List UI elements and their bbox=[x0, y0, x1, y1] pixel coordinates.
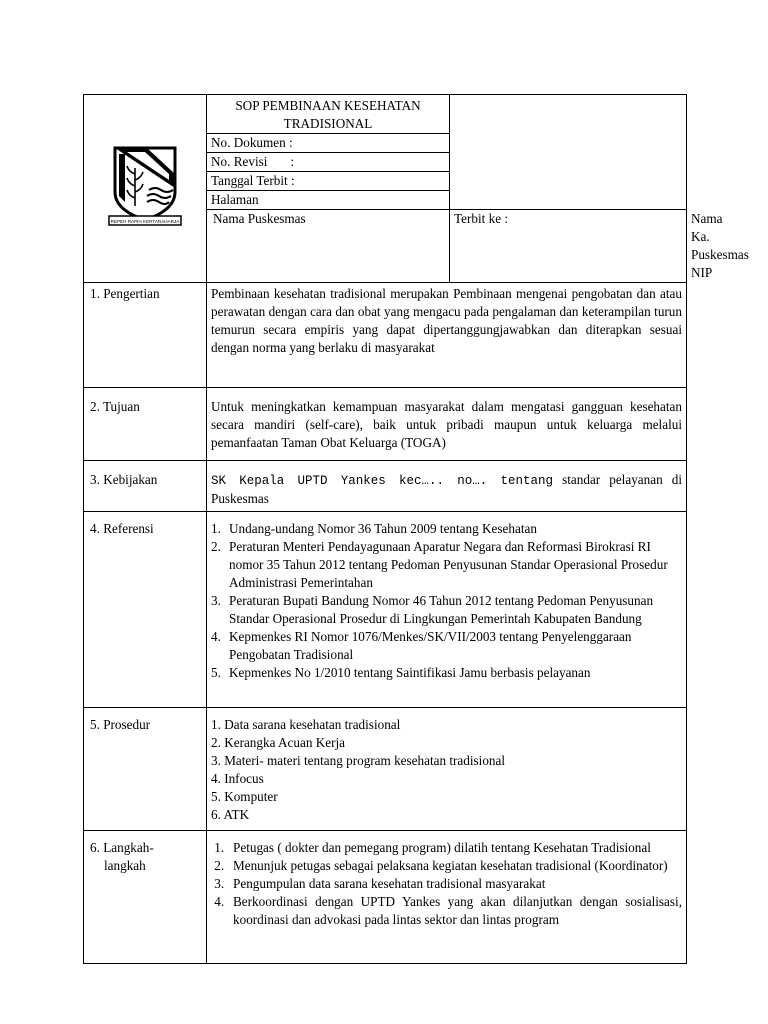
referensi-list bbox=[211, 520, 682, 682]
pengertian-text: Pembinaan kesehatan tradisional merupakan Pembinaan mengenai pengobatan dan atau perawatan dengan cara dan obat yang mengacu pada pengalaman dan keterampilan turun temurun secara empiris yang dapat dipertanggungjawabkan dan diterapkan sesuai dengan norma yang berlaku di masyarakat bbox=[207, 283, 687, 388]
list-item: 1. Data sarana kesehatan tradisional bbox=[211, 717, 401, 732]
list-item: 5. Komputer bbox=[211, 789, 278, 804]
list-item: 3. Peraturan Bupati Bandung Nomor 46 Tahun 2012 tentang Pedoman Penyusunan Standar Operasional Prosedur di Lingkungan Pemerintah Kabupaten Bandung bbox=[211, 593, 654, 626]
kebijakan-label: 3. Kebijakan bbox=[84, 461, 207, 512]
list-item: 5. Kepmenkes No 1/2010 tentang Saintifikasi Jamu berbasis pelayanan bbox=[211, 665, 591, 680]
sop-title-line2: TRADISIONAL bbox=[283, 116, 373, 131]
tujuan-label: 2. Tujuan bbox=[84, 388, 207, 461]
logo-motto: REPEH RAPIH KERTARAHARJA bbox=[110, 219, 180, 224]
langkah-label-line1: 6. Langkah- bbox=[90, 840, 154, 855]
sop-document bbox=[83, 94, 749, 964]
logo-cell bbox=[84, 95, 207, 283]
prosedur-list-cell bbox=[207, 708, 687, 831]
list-item: 3. Materi- materi tentang program kesehatan tradisional bbox=[211, 753, 506, 768]
list-item: 2. Peraturan Menteri Pendayagunaan Aparatur Negara dan Reformasi Birokrasi RI nomor 35 Tahun 2012 tentang Pedoman Penyusunan Standar Operasional Prosedur Administrasi Pemerintahan bbox=[211, 539, 668, 590]
list-item: 4. Kepmenkes RI Nomor 1076/Menkes/SK/VII/2003 tentang Penyelenggaraan Pengobatan Tradisional bbox=[211, 629, 632, 662]
list-item: 6. ATK bbox=[211, 807, 250, 822]
list-item: 4. Infocus bbox=[211, 771, 264, 786]
langkah-label-line2: langkah bbox=[104, 858, 146, 873]
referensi-list-cell bbox=[207, 512, 687, 708]
sop-table: REPEH RAPIH KERTARAHARJA SOP PEMBINAAN KESEHATAN TRADISIONAL No. Dokumen : No. Revisi : Tanggal Terbit : Halaman Nama Puskesmas Terbit ke : Nama Ka. Puskesmas NIP 1. Pengertian Pembinaan kesehatan tradisional merupakan Pembinaan mengenai pengobatan dan atau perawatan dengan cara dan obat yang mengacu pada pengalaman dan keterampilan turun temurun secara empiris yang dapat dipertanggungjawabkan dan diterapkan sesuai dengan norma yang berlaku di masyarakat 2. Tujuan Untuk meningkatkan kemampuan masyarakat dalam mengatasi gangguan kesehatan secara mandiri (self-care), baik untuk pribadi maupun untuk keluarga melalui pemanfaatan Taman Obat Keluarga (TOGA) 3. Kebijakan SK Kepala UPTD Yankes kec….. no…. tentang standar pelayanan di Puskesmas 4. Referensi 1. Undang-undang Nomor 36 Tahun 2009 tentang Kesehatan 2. Peraturan Menteri Pendayagunaan Aparatur Negara dan Reformasi Birokrasi RI nomor 35 Tahun 2012 tentang Pedoman Penyusunan Standar Operasional Prosedur Administrasi Pemerintahan 3. Peraturan Bupati Bandung Nomor 46 Tahun 2012 tentang Pedoman Penyusunan Standar Operasional Prosedur di Lingkungan Pemerintah Kabupaten Bandung 4. Kepmenkes RI Nomor 1076/Menkes/SK/VII/2003 tentang Penyelenggaraan Pengobatan Tradisional 5. Kepmenkes No 1/2010 tentang Saintifikasi Jamu berbasis pelayanan 5. Prosedur 1. Data sarana kesehatan tradisional 2. Kerangka Acuan Kerja 3. Materi- materi tentang program kesehatan tradisional 4. Infocus 5. Komputer 6. ATK 6. Langkah- langkah 1. Petugas ( dokter dan pemegang program) dilatih tentang Kesehatan Tradisional 2. Menunjuk petugas sebagai pelaksana kegiatan kesehatan tradisional (Koordinator) 3. Pengumpulan data sarana kesehatan tradisional masyarakat 4. Berkoordinasi dengan UPTD Yankes yang akan dilanjutkan dengan sosialisasi, koordinasi dan advokasi pada lintas sektor dan lintas program bbox=[83, 94, 687, 964]
list-item: 1. Petugas ( dokter dan pemegang program) dilatih tentang Kesehatan Tradisional bbox=[211, 840, 651, 855]
sop-title bbox=[207, 95, 450, 134]
list-item: 2. Menunjuk petugas sebagai pelaksana kegiatan kesehatan tradisional (Koordinator) bbox=[211, 858, 668, 873]
header-empty-cell bbox=[450, 95, 687, 210]
sop-title-line1: SOP PEMBINAAN KESEHATAN bbox=[235, 98, 421, 113]
langkah-list-cell bbox=[207, 831, 687, 964]
list-item: 1. Undang-undang Nomor 36 Tahun 2009 tentang Kesehatan bbox=[211, 521, 537, 536]
list-item: 4. Berkoordinasi dengan UPTD Yankes yang akan dilanjutkan dengan sosialisasi, koordinasi dan advokasi pada lintas sektor dan lintas program bbox=[211, 894, 682, 927]
terbit-ke-field: Terbit ke : bbox=[450, 210, 687, 283]
pengertian-label: 1. Pengertian bbox=[84, 283, 207, 388]
halaman-field: Halaman bbox=[207, 191, 450, 210]
no-revisi-field: No. Revisi : bbox=[207, 153, 450, 172]
prosedur-label: 5. Prosedur bbox=[84, 708, 207, 831]
kabupaten-bandung-logo bbox=[105, 144, 185, 228]
list-item: 2. Kerangka Acuan Kerja bbox=[211, 735, 346, 750]
referensi-label: 4. Referensi bbox=[84, 512, 207, 708]
tujuan-text: Untuk meningkatkan kemampuan masyarakat dalam mengatasi gangguan kesehatan secara mandiri (self-care), baik untuk pribadi maupun untuk keluarga melalui pemanfaatan Taman Obat Keluarga (TOGA) bbox=[207, 388, 687, 461]
kebijakan-text bbox=[207, 461, 687, 512]
no-dokumen-field: No. Dokumen : bbox=[207, 134, 450, 153]
langkah-list bbox=[211, 839, 682, 929]
langkah-label bbox=[84, 831, 207, 964]
prosedur-list bbox=[211, 716, 682, 824]
nama-puskesmas-label: Nama Puskesmas bbox=[207, 210, 450, 283]
kebijakan-sk-text: SK Kepala UPTD Yankes kec….. no…. tentang bbox=[211, 474, 554, 488]
tanggal-terbit-field: Tanggal Terbit : bbox=[207, 172, 450, 191]
kebijakan-rest-text: standar pelayanan di Puskesmas bbox=[211, 472, 682, 506]
list-item: 3. Pengumpulan data sarana kesehatan tradisional masyarakat bbox=[211, 876, 546, 891]
